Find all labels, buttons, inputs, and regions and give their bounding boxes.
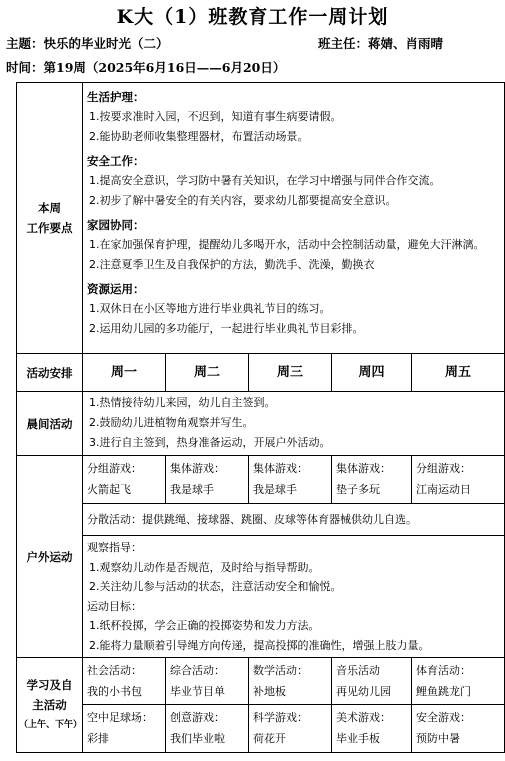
study-cell [249,705,332,753]
game-name: 垫子多玩 [336,483,380,496]
day-wednesday: 周三 [249,354,332,392]
label-line: 本周 [38,201,61,215]
study-cell [166,658,249,705]
outdoor-scatter-row [17,504,505,536]
outdoor-game-tue [166,456,249,504]
outdoor-game-mon [83,456,166,504]
activity-type: 美术游戏： [336,711,391,724]
day-thursday: 周四 [332,354,412,392]
game-name: 我是球手 [170,483,214,496]
activity-name: 毕业节目单 [170,685,225,698]
activity-name: 再见幼儿园 [336,685,391,698]
activity-type: 社会活动： [87,664,142,677]
game-name: 火箭起飞 [87,483,131,496]
activity-type: 体育活动： [416,664,471,677]
section-line: 2.运用幼儿园的多功能厅，一起进行毕业典礼节目彩排。 [89,322,364,335]
morning-line: 3.进行自主签到，热身准备运动，开展户外活动。 [89,436,331,449]
study-cell [83,705,166,753]
outdoor-game-fri [412,456,505,504]
outdoor-scatter: 分散活动：提供跳绳、接球器、跳圈、皮球等体育器械供幼儿自选。 [83,504,505,536]
weekly-plan-table [16,82,505,753]
activity-type: 音乐活动 [336,664,380,677]
game-type: 集体游戏： [336,462,391,475]
page-title: K大（1）班教育工作一周计划 [116,6,389,28]
study-cell [332,705,412,753]
section-heading: 资源运用： [87,282,145,296]
outdoor-label: 户外运动 [17,456,83,658]
outdoor-guide-row [17,536,505,658]
label-line: 主活动 [32,698,67,712]
activity-type: 科学游戏： [253,711,308,724]
activity-type: 创意游戏： [170,711,225,724]
activity-type: 安全游戏： [416,711,471,724]
weekly-focus-row [17,83,505,354]
game-type: 集体游戏： [170,462,225,475]
day-friday: 周五 [412,354,505,392]
study-cell [166,705,249,753]
activity-type: 数学活动： [253,664,308,677]
study-cell [412,658,505,705]
outdoor-guide [83,536,505,658]
game-name: 江南运动日 [416,483,471,496]
activity-name: 我们毕业啦 [170,732,225,745]
schedule-row [17,354,505,392]
outdoor-games-row [17,456,505,504]
morning-content [83,392,505,456]
activity-name: 荷花开 [253,732,286,745]
activity-type: 空中足球场： [87,711,153,724]
study-row-2 [17,705,505,753]
activity-name: 补地板 [253,685,286,698]
section-line: 1.在家加强保育护理，提醒幼儿多喝开水，活动中会控制活动量，避免大汗淋漓。 [89,238,485,251]
day-monday: 周一 [83,354,166,392]
label-line: 学习及自 [26,678,73,692]
guide-line: 1.观察幼儿动作是否规范，及时给与指导帮助。 [89,560,320,574]
outdoor-game-thu [332,456,412,504]
study-cell [412,705,505,753]
section-heading: 生活护理： [87,90,145,104]
section-line: 1.按要求准时入园，不迟到，知道有事生病要请假。 [89,110,342,123]
day-tuesday: 周二 [166,354,249,392]
activity-name: 我的小书包 [87,685,142,698]
game-type: 分组游戏： [87,462,142,475]
activity-name: 预防中暑 [416,732,460,745]
section-line: 2.注意夏季卫生及自我保护的方法，勤洗手、洗澡，勤换衣 [89,258,375,271]
label-sub: （上午、下午） [19,720,83,730]
activity-type: 综合活动： [170,664,225,677]
time-line: 时间：第19周（2025年6月16日——6月20日） [6,60,286,75]
section-heading: 安全工作： [87,154,145,168]
morning-line: 2.鼓励幼儿进植物角观察并写生。 [89,416,254,429]
morning-line: 1.热情接待幼儿来园，幼儿自主签到。 [89,396,276,409]
goal-line: 2.能将力量顺着引导绳方向传递，提高投掷的准确性，增强上肢力量。 [89,638,430,652]
weekly-focus-content [83,83,505,354]
game-type: 分组游戏： [416,462,471,475]
study-row-1 [17,658,505,705]
study-cell [83,658,166,705]
goal-heading: 运动目标： [87,599,142,613]
section-line: 1.提高安全意识，学习防中暑有关知识，在学习中增强与同伴合作交流。 [89,174,441,187]
section-line: 1.双休日在小区等地方进行毕业典礼节目的练习。 [89,302,331,315]
study-cell [332,658,412,705]
label-line: 工作要点 [26,221,73,235]
activity-name: 彩排 [87,732,109,745]
activity-name: 毕业手板 [336,732,380,745]
schedule-label: 活动安排 [17,354,83,392]
goal-line: 1.纸杯投掷，学会正确的投掷姿势和发力方法。 [89,619,320,632]
game-name: 我是球手 [253,483,297,496]
section-line: 2.能协助老师收集整理器材，布置活动场景。 [89,130,309,143]
weekly-focus-label [17,83,83,354]
game-type: 集体游戏： [253,462,308,475]
guide-line: 2.关注幼儿参与活动的状态，注意活动安全和愉悦。 [89,580,342,593]
study-label [17,658,83,753]
activity-name: 鲤鱼跳龙门 [416,685,471,698]
section-heading: 家园协同： [87,218,145,232]
study-cell [249,658,332,705]
teachers-line: 班主任：蒋婧、肖雨晴 [318,36,444,51]
outdoor-game-wed [249,456,332,504]
section-line: 2.初步了解中暑安全的有关内容，要求幼儿都要提高安全意识。 [89,194,397,207]
morning-row [17,392,505,456]
theme-line: 主题：快乐的毕业时光（二） [6,36,169,51]
guide-heading: 观察指导： [87,541,142,554]
morning-label: 晨间活动 [17,392,83,456]
